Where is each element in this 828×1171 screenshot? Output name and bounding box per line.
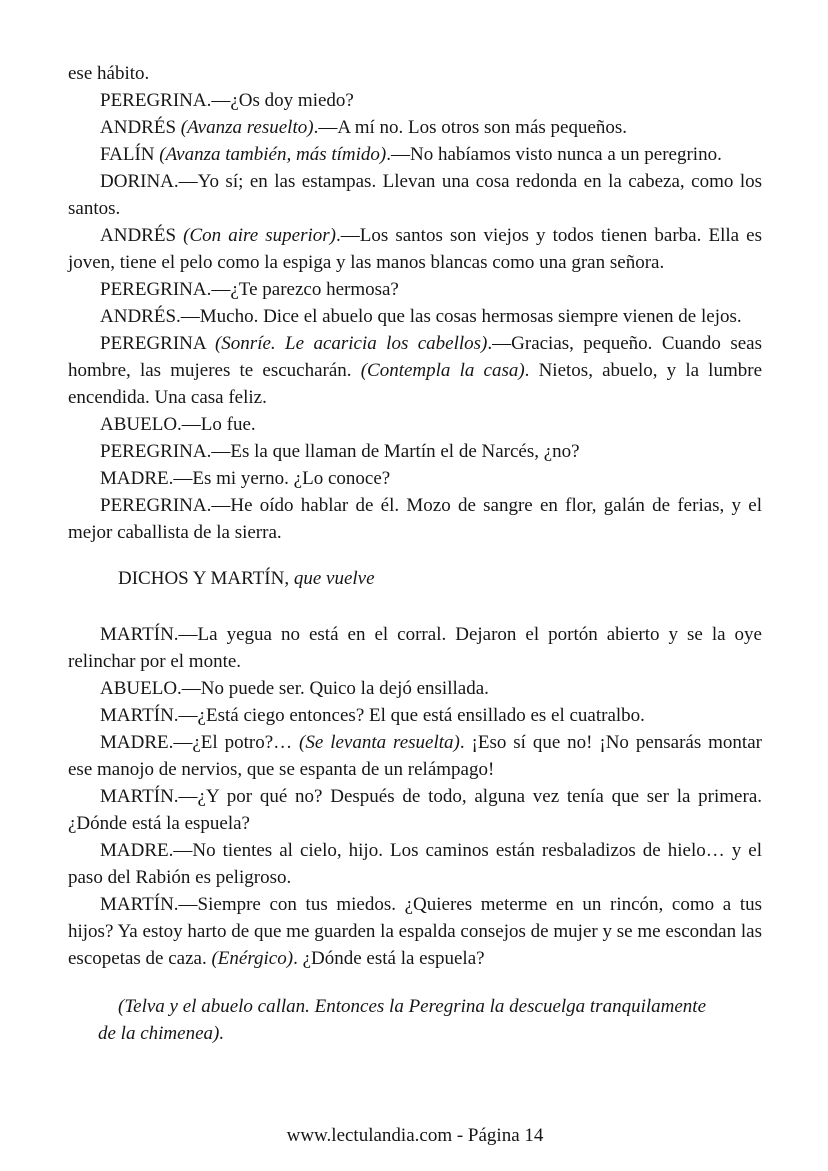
dialogue-paragraph bbox=[68, 141, 762, 168]
text-run: .—Gracias, pequeño. Cuando seas hombre, las mujeres te escucharán. bbox=[68, 333, 762, 381]
dialogue-paragraph bbox=[68, 465, 762, 492]
text-run: ABUELO.—Lo fue. bbox=[100, 414, 256, 435]
text-run: MADRE.—No tientes al cielo, hijo. Los caminos están resbaladizos de hielo… y el paso del Rabión es peligroso. bbox=[68, 840, 762, 888]
dialogue-paragraph bbox=[68, 222, 762, 276]
text-run: PEREGRINA.—¿Te parezco hermosa? bbox=[100, 279, 399, 300]
stage-note-run: (Con aire superior) bbox=[183, 225, 336, 246]
dialogue-paragraph bbox=[68, 837, 762, 891]
text-run: ANDRÉS.—Mucho. Dice el abuelo que las cosas hermosas siempre vienen de lejos. bbox=[100, 306, 742, 327]
text-run: PEREGRINA.—He oído hablar de él. Mozo de sangre en flor, galán de ferias, y el mejor caballista de la sierra. bbox=[68, 495, 762, 543]
stage-note-run: (Avanza también, más tímido) bbox=[159, 144, 387, 165]
text-run: MARTÍN.—Siempre con tus miedos. ¿Quieres meterme en un rincón, como a tus hijos? Ya estoy harto de que me guarden la espalda consejos de mujer y se me escondan las escopetas de caza. bbox=[68, 894, 762, 969]
stage-note-run: (Se levanta resuelta) bbox=[299, 732, 460, 753]
stage-note-run: (Contempla la casa) bbox=[360, 360, 525, 381]
dialogue-paragraph bbox=[68, 60, 762, 87]
text-run: PEREGRINA bbox=[100, 333, 215, 354]
dialogue-paragraph bbox=[68, 114, 762, 141]
dialogue-paragraph bbox=[68, 330, 762, 411]
text-run: .—No habíamos visto nunca a un peregrino. bbox=[386, 144, 722, 165]
text-run: PEREGRINA.—Es la que llaman de Martín el de Narcés, ¿no? bbox=[100, 441, 580, 462]
dialogue-paragraph bbox=[68, 411, 762, 438]
dialogue-paragraph bbox=[68, 303, 762, 330]
dialogue-paragraph bbox=[68, 168, 762, 222]
text-flow bbox=[68, 60, 762, 1047]
dialogue-paragraph bbox=[68, 891, 762, 972]
text-run: .—Los santos son viejos y todos tienen barba. Ella es joven, tiene el pelo como la espiga y las manos blancas como una gran señora. bbox=[68, 225, 762, 273]
dialogue-paragraph bbox=[68, 675, 762, 702]
text-run: . Nietos, abuelo, y la lumbre encendida. Una casa feliz. bbox=[68, 360, 763, 408]
dialogue-paragraph bbox=[68, 276, 762, 303]
text-run: MADRE.—¿El potro?… bbox=[100, 732, 300, 753]
dialogue-paragraph bbox=[68, 87, 762, 114]
text-run: PEREGRINA.—¿Os doy miedo? bbox=[100, 90, 354, 111]
text-run: DORINA.—Yo sí; en las estampas. Llevan una cosa redonda en la cabeza, como los santos. bbox=[68, 171, 762, 219]
text-run: .—A mí no. Los otros son más pequeños. bbox=[313, 117, 628, 138]
dialogue-paragraph bbox=[68, 492, 762, 546]
text-run: ese hábito. bbox=[68, 63, 150, 84]
text-run: ANDRÉS bbox=[100, 117, 181, 138]
page-footer: www.lectulandia.com - Página 14 bbox=[286, 1125, 544, 1146]
text-run: . ¿Dónde está la espuela? bbox=[293, 948, 485, 969]
text-run: MARTÍN.—¿Y por qué no? Después de todo, alguna vez tenía que ser la primera. ¿Dónde está la espuela? bbox=[68, 786, 762, 834]
text-run: ANDRÉS bbox=[100, 225, 184, 246]
dialogue-paragraph bbox=[68, 621, 762, 675]
stage-note-run: (Avanza resuelto) bbox=[180, 117, 314, 138]
text-run: MARTÍN.—¿Está ciego entonces? El que está ensillado es el cuatralbo. bbox=[100, 705, 645, 726]
text-run: DICHOS Y MARTÍN, bbox=[118, 568, 294, 589]
stage-direction bbox=[98, 993, 706, 1047]
text-run: MADRE.—Es mi yerno. ¿Lo conoce? bbox=[100, 468, 391, 489]
stage-note-run: que vuelve bbox=[293, 568, 375, 589]
dialogue-paragraph bbox=[68, 702, 762, 729]
dialogue-paragraph bbox=[68, 729, 762, 783]
stage-note-run: (Telva y el abuelo callan. Entonces la Peregrina la descuelga tranquilamente de la chimenea). bbox=[98, 996, 706, 1044]
stage-note-run: (Enérgico) bbox=[211, 948, 294, 969]
dialogue-paragraph bbox=[68, 438, 762, 465]
dialogue-paragraph bbox=[68, 783, 762, 837]
text-run: MARTÍN.—La yegua no está en el corral. Dejaron el portón abierto y se la oye relinchar por el monte. bbox=[68, 624, 762, 672]
stage-note-run: (Sonríe. Le acaricia los cabellos) bbox=[214, 333, 488, 354]
scene-heading bbox=[118, 565, 762, 592]
text-run: FALÍN bbox=[100, 144, 160, 165]
text-run: ABUELO.—No puede ser. Quico la dejó ensillada. bbox=[100, 678, 489, 699]
text-run: . ¡Eso sí que no! ¡No pensarás montar ese manojo de nervios, que se espanta de un relámpago! bbox=[68, 732, 762, 780]
